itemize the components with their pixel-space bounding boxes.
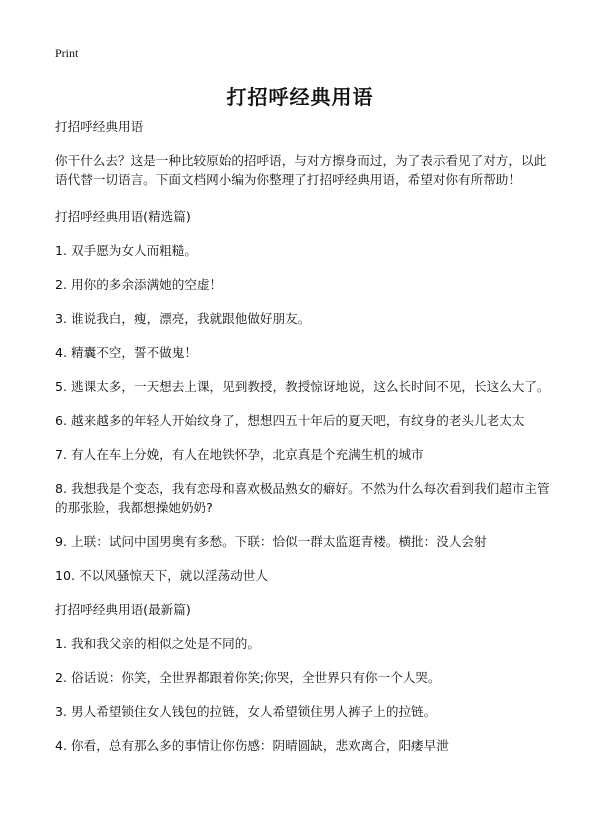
intro-paragraph: 你干什么去？这是一种比较原始的招呼语，与对方擦身而过，为了表示看见了对方，以此语代替一切语言。下面文档网小编为你整理了打招呼经典用语，希望对你有所帮助！ <box>55 153 547 187</box>
subtitle: 打招呼经典用语 <box>55 119 144 134</box>
list-item: 1. 我和我父亲的相似之处是不同的。 <box>55 636 260 651</box>
list-item: 2. 用你的多余添满她的空虚！ <box>55 277 223 292</box>
list-item: 9. 上联：试问中国男奥有多愁。下联：恰似一群太监逛青楼。横批：没人会射 <box>55 534 487 549</box>
list-item: 5. 逃课太多，一天想去上课，见到教授，教授惊讶地说，这么长时间不见，长这么大了。 <box>55 379 550 394</box>
list-item: 3. 男人希望锁住女人钱包的拉链，女人希望锁住男人裤子上的拉链。 <box>55 704 437 719</box>
list-item: 8. 我想我是个变态，我有恋母和喜欢极品熟女的癖好。不然为什么每次看到我们超市主管的那张脸，我都想操她奶奶? <box>55 481 550 515</box>
list-item: 6. 越来越多的年轻人开始纹身了，想想四五十年后的夏天吧，有纹身的老头儿老太太 <box>55 413 525 428</box>
list-item: 10. 不以风骚惊天下，就以淫荡动世人 <box>55 568 268 583</box>
document-body <box>55 117 555 770</box>
section-heading-latest: 打招呼经典用语(最新篇) <box>55 602 191 617</box>
print-label: Print <box>55 46 79 60</box>
list-item: 7. 有人在车上分娩，有人在地铁怀孕，北京真是个充满生机的城市 <box>55 447 424 462</box>
section-heading-featured: 打招呼经典用语(精选篇) <box>55 209 191 224</box>
list-item: 1. 双手愿为女人而粗糙。 <box>55 243 197 258</box>
document-title: 打招呼经典用语 <box>226 85 374 109</box>
list-item: 4. 你看，总有那么多的事情让你伤感：阴晴圆缺，悲欢离合，阳痿早泄 <box>55 738 449 753</box>
list-item: 2. 俗话说：你笑，全世界都跟着你笑;你哭，全世界只有你一个人哭。 <box>55 670 441 685</box>
list-item: 4. 精囊不空，誓不做鬼！ <box>55 345 197 360</box>
list-item: 3. 谁说我白，瘦，漂亮，我就跟他做好朋友。 <box>55 311 311 326</box>
